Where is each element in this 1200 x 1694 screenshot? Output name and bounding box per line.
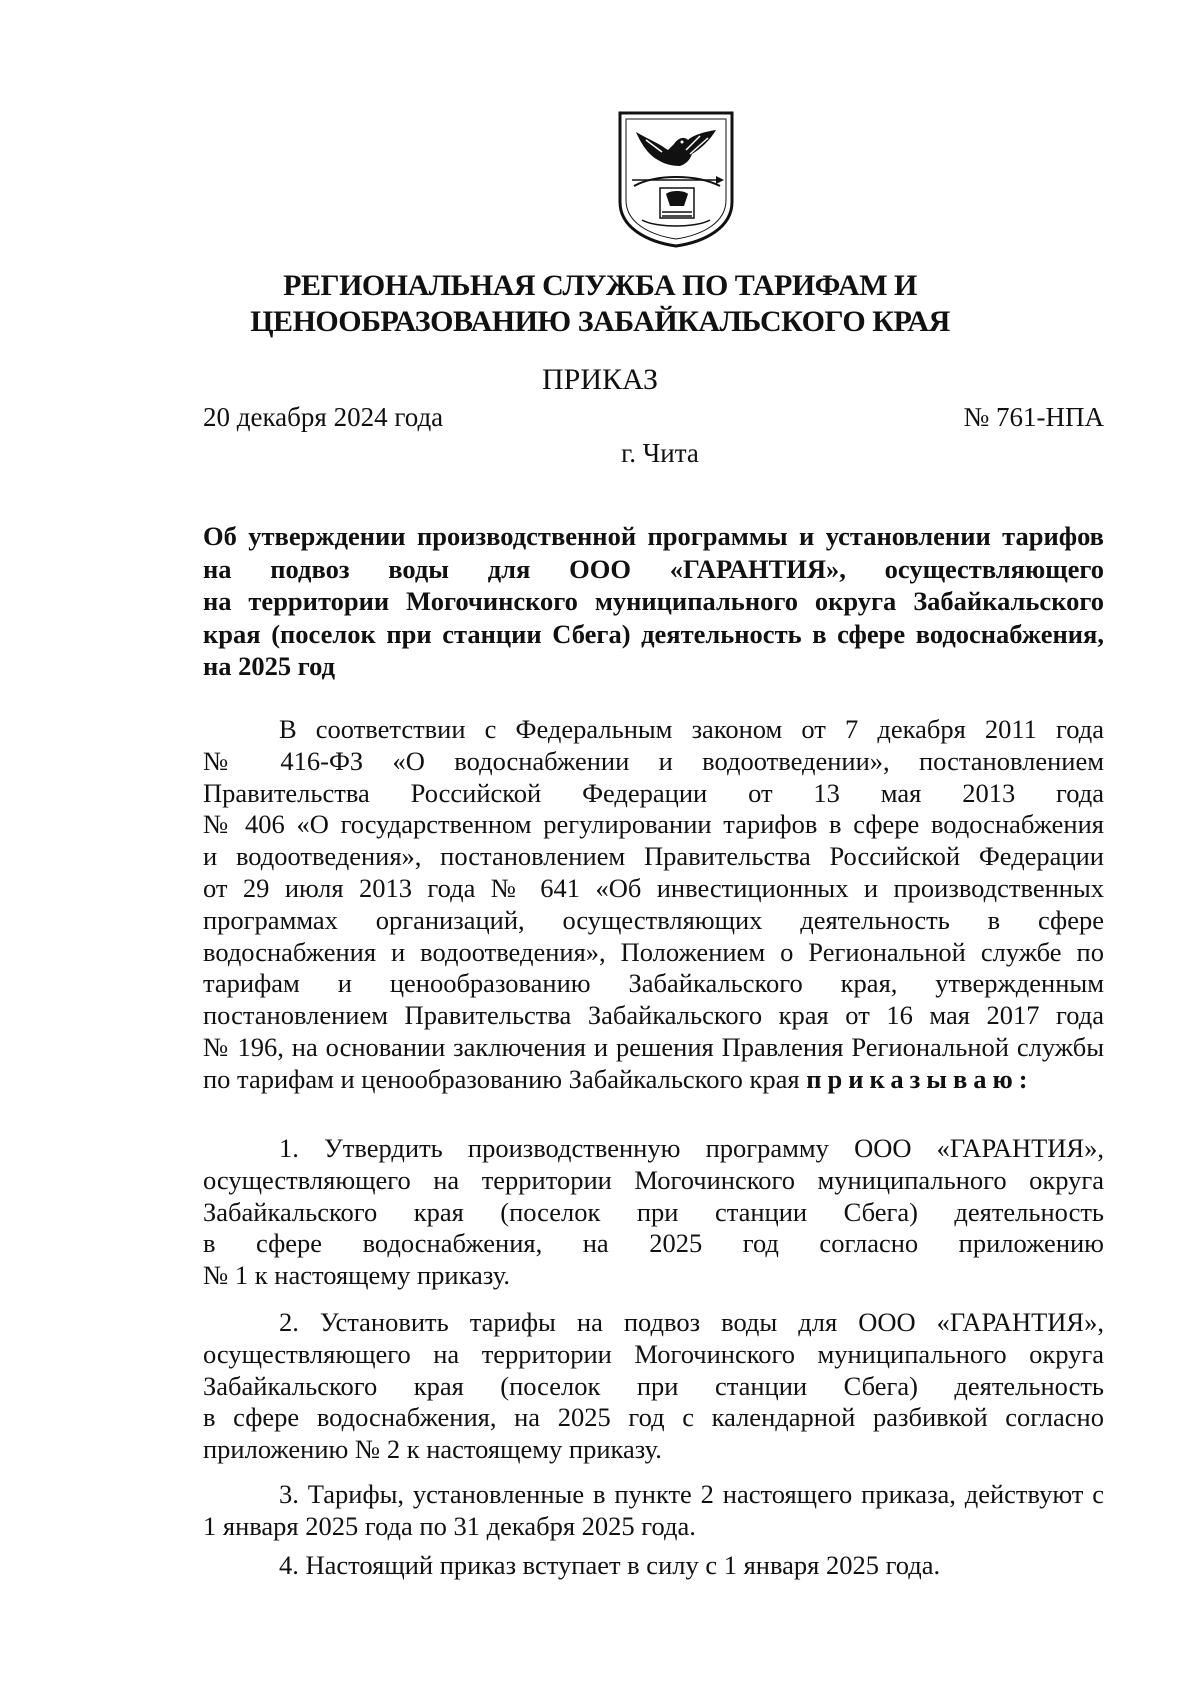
item-1-paragraph	[203, 1133, 1104, 1292]
text-line: В соответствии с Федеральным законом от 7 декабря 2011 года	[279, 714, 1104, 744]
document-date: 20 декабря 2024 года	[203, 402, 444, 432]
text-line: 2. Установить тарифы на подвоз воды для ООО «ГАРАНТИЯ»,	[279, 1307, 1104, 1337]
coat-of-arms-emblem	[616, 110, 736, 248]
text-line: программах организаций, осуществляющих деятельность в сфере	[203, 904, 1104, 935]
title-line: на 2025 год	[203, 651, 336, 681]
text-line: в сфере водоснабжения, на 2025 год согласно приложению	[203, 1228, 1104, 1259]
text-line: Забайкальского края (поселок при станции Сбега) деятельность	[203, 1370, 1104, 1401]
text-line: в сфере водоснабжения, на 2025 год с календарной разбивкой согласно	[203, 1402, 1104, 1433]
document-number: № 761-НПА	[963, 402, 1104, 432]
text-line: № 1 к настоящему приказу.	[203, 1260, 510, 1291]
text-line: от 29 июля 2013 года № 641 «Об инвестиционных и производственных	[203, 872, 1104, 903]
agency-name	[200, 268, 1000, 340]
text-line: № 406 «О государственном регулировании тарифов в сфере водоснабжения	[203, 809, 1104, 840]
text-line: Забайкальского края (поселок при станции Сбега) деятельность	[203, 1196, 1104, 1227]
agency-name-line-1: РЕГИОНАЛЬНАЯ СЛУЖБА ПО ТАРИФАМ И	[283, 269, 917, 302]
text-line: Правительства Российской Федерации от 13 мая 2013 года	[203, 777, 1104, 808]
text-line: постановлением Правительства Забайкальского края от 16 мая 2017 года	[203, 1000, 1104, 1031]
text-line: № 416-ФЗ «О водоснабжении и водоотведении», постановлением	[203, 745, 1104, 776]
text-line: водоснабжения и водоотведения», Положением о Региональной службе по	[203, 936, 1104, 967]
agency-name-line-2: ЦЕНООБРАЗОВАНИЮ ЗАБАЙКАЛЬСКОГО КРАЯ	[250, 305, 950, 338]
text-line: 4. Настоящий приказ вступает в силу с 1 января 2025 года.	[279, 1550, 941, 1580]
title-line: Об утверждении производственной программы и установлении тарифов	[203, 521, 1104, 551]
item-2-paragraph	[203, 1307, 1104, 1466]
item-4-paragraph	[203, 1550, 1104, 1582]
text-line: № 196, на основании заключения и решения Правления Региональной службы	[203, 1031, 1104, 1062]
title-line: на территории Могочинского муниципального округа Забайкальского	[203, 586, 1104, 616]
text-line: 1. Утвердить производственную программу ООО «ГАРАНТИЯ»,	[279, 1133, 1104, 1163]
document-city: г. Чита	[621, 438, 699, 468]
title-line: на подвоз воды для ООО «ГАРАНТИЯ», осуществляющего	[203, 553, 1104, 584]
item-3-paragraph	[203, 1479, 1104, 1543]
preamble-last-text: по тарифам и ценообразованию Забайкальского края	[203, 1063, 800, 1094]
text-line: 3. Тарифы, установленные в пункте 2 настоящего приказа, действуют с	[279, 1479, 1104, 1509]
document-title	[203, 520, 1104, 683]
command-word: приказываю:	[806, 1063, 1034, 1094]
text-line	[203, 1064, 1104, 1096]
text-line: приложению № 2 к настоящему приказу.	[203, 1434, 662, 1465]
text-line: тарифам и ценообразованию Забайкальского края, утвержденным	[203, 968, 1104, 999]
text-line: 1 января 2025 года по 31 декабря 2025 года.	[203, 1510, 696, 1541]
text-line: осуществляющего на территории Могочинского муниципального округа	[203, 1164, 1104, 1195]
text-line: осуществляющего на территории Могочинского муниципального округа	[203, 1338, 1104, 1369]
title-line: края (поселок при станции Сбега) деятельность в сфере водоснабжения,	[203, 618, 1104, 649]
preamble-paragraph	[203, 714, 1104, 1096]
text-line: и водоотведения», постановлением Правительства Российской Федерации	[203, 841, 1104, 872]
document-type: ПРИКАЗ	[542, 363, 658, 396]
